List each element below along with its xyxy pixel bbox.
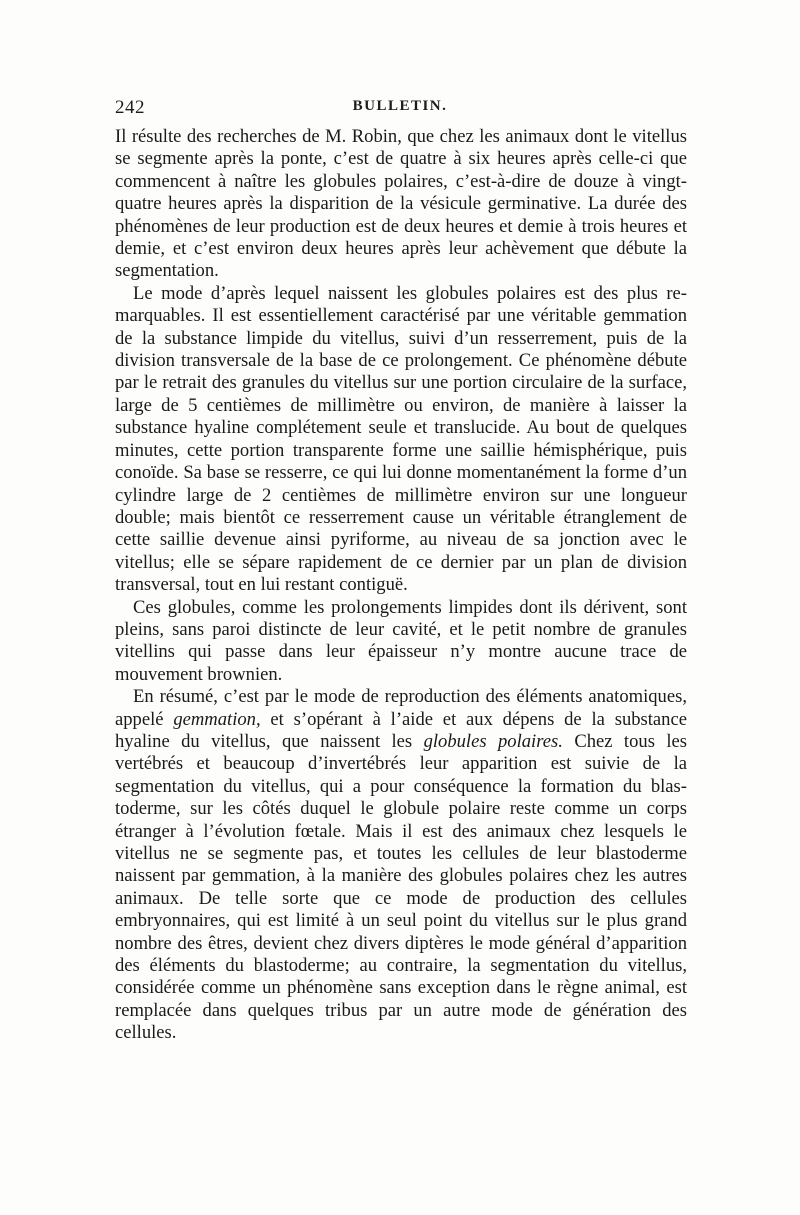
text-run: En résumé, c’est par le mode de reproduction des éléments anatomiques, appelé — [115, 686, 687, 730]
text-run: Chez tous les vertébrés et beaucoup d’invertébrés leur apparition est suivie de la segmentation du vitellus, qui a pour conséquence la formation du blastoderme, sur les côtés duquel le globule polaire reste comme un corps étranger à l’évolution fœtale. Mais il est des animaux chez lesquels le vitellus ne se segmente pas, et toutes les cellules de leur blastoderme naissent par gemmation, à la manière des globules polaires chez les autres animaux. De telle sorte que ce mode de production des cellules embryonnaires, qui est limité à un seul point du vitellus sur le plus grand nombre des êtres, devient chez divers diptères le mode général d’apparition des éléments du blastoderme; au contraire, la segmentation du vitellus, considérée comme un phénomène sans exception dans le règne animal, est remplacée dans quelques tribus par un autre mode de génération des cellules. — [115, 730, 687, 1044]
body-text — [115, 126, 687, 1045]
paragraph-1 — [115, 126, 687, 283]
text-run: Ces globules, comme les prolongements limpides dont ils dérivent, sont pleins, sans paroi distincte de leur cavité, et le petit nombre de granules vitellins qui passe dans leur épaisseur n’y montre aucune trace de mouvement brownien. — [115, 596, 687, 685]
page-number: 242 — [115, 97, 145, 118]
text-run: et s’opérant à l’aide et aux dépens de la substance hyaline du vitellus, que naissent les — [115, 708, 687, 752]
italic-term-gemmation: gemmation, — [173, 708, 261, 730]
text-run: Le mode d’après lequel naissent les globules polaires est des plus remarquables. Il est essentiellement caractérisé par une véritable gemmation de la substance limpide du vitellus, suivi d’un resserrement, puis de la division transversale de la base de ce prolongement. Ce phénomène débute par le retrait des granules du vitellus sur une portion circulaire de la surface, large de 5 centièmes de millimètre ou environ, de manière à laisser la substance hyaline complétement seule et translucide. Au bout de quelques minutes, cette portion transparente forme une saillie hémisphérique, puis conoïde. Sa base se resserre, ce qui lui donne momentanément la forme d’un cylindre large de 2 centièmes de millimètre environ sur une longueur double; mais bientôt ce resserrement cause un véritable étranglement de cette saillie devenue ainsi pyriforme, au niveau de sa jonction avec le vitellus; elle se sépare rapidement de ce dernier par un plan de division transversal, tout en lui restant contiguë. — [115, 282, 687, 596]
paragraph-4 — [115, 686, 687, 1045]
paragraph-2 — [115, 283, 687, 597]
italic-term-globules-polaires: globules polaires. — [423, 730, 563, 752]
running-head — [115, 95, 685, 119]
paragraph-3 — [115, 597, 687, 687]
running-title: BULLETIN. — [352, 98, 448, 114]
text-run: Il résulte des recherches de M. Robin, que chez les animaux dont le vitellus se segmente après la ponte, c’est de quatre à six heures après celle-ci que commencent à naître les globules polaires, c’est-à-dire de douze à vingt-quatre heures après la disparition de la vésicule germinative. La durée des phénomènes de leur production est de deux heures et demie à trois heures et demie, et c’est environ deux heures après leur achèvement que débute la segmentation. — [115, 126, 687, 282]
